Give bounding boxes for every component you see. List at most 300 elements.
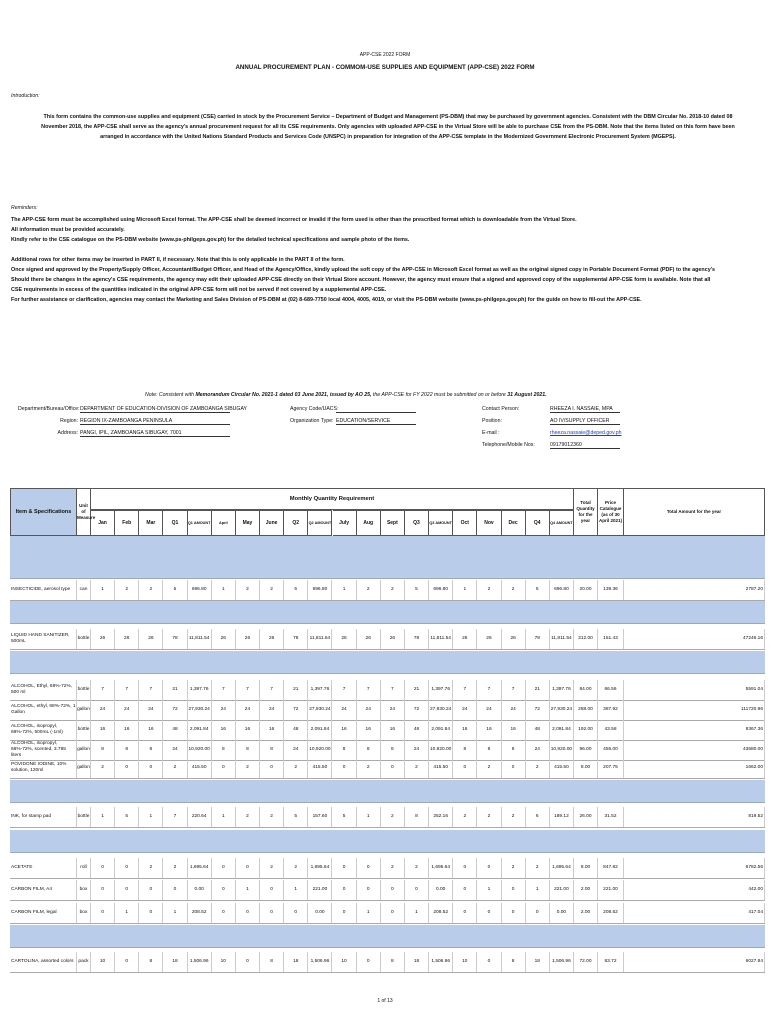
- quantity-cell[interactable]: 0: [163, 880, 187, 900]
- quantity-cell[interactable]: 7: [502, 680, 526, 700]
- contact-value[interactable]: RHEEZA I. NASSAIE, MPA: [550, 406, 620, 413]
- quantity-cell[interactable]: 6: [526, 807, 550, 827]
- quantity-cell[interactable]: 0: [260, 903, 284, 923]
- quantity-cell[interactable]: 18: [163, 952, 187, 972]
- quantity-cell[interactable]: 78: [405, 629, 429, 649]
- org-type-label: Organization Type:: [290, 418, 334, 424]
- quantity-cell[interactable]: 27,930.24: [188, 700, 212, 720]
- price-cell: 43.58: [598, 720, 624, 740]
- page-title: ANNUAL PROCUREMENT PLAN - COMMOM-USE SUPPLIES AND EQUIPMENT (APP-CSE) 2022 FORM: [235, 64, 535, 71]
- total-quantity-cell: 8.00: [574, 758, 598, 778]
- quantity-cell[interactable]: 696.80: [308, 580, 332, 600]
- total-quantity-cell: 26.00: [574, 807, 598, 827]
- quantity-cell[interactable]: 1: [453, 580, 477, 600]
- quantity-cell[interactable]: 2: [477, 807, 501, 827]
- quantity-cell[interactable]: 8: [260, 740, 284, 760]
- month-header: [357, 510, 381, 536]
- quantity-cell[interactable]: 2: [236, 580, 260, 600]
- quantity-cell[interactable]: 0: [357, 858, 381, 878]
- table-row: [10, 952, 765, 973]
- quantity-cell[interactable]: 24: [333, 700, 357, 720]
- quantity-cell[interactable]: 18: [405, 952, 429, 972]
- quantity-cell[interactable]: 26: [333, 629, 357, 649]
- quantity-cell[interactable]: 8: [91, 740, 115, 760]
- header-price-label: Price Catalogue (as of 30 April 2021): [598, 500, 622, 523]
- quantity-cell[interactable]: 8: [357, 740, 381, 760]
- quantity-cell[interactable]: 11,811.54: [429, 629, 453, 649]
- quantity-cell[interactable]: 21: [163, 680, 187, 700]
- quantity-cell[interactable]: 0: [477, 952, 501, 972]
- quantity-cell[interactable]: 10,920.00: [429, 740, 453, 760]
- quantity-cell[interactable]: 26: [260, 629, 284, 649]
- quantity-cell[interactable]: 48: [284, 720, 308, 740]
- quantity-cell[interactable]: 2: [357, 758, 381, 778]
- quantity-cell[interactable]: 1: [163, 903, 187, 923]
- quantity-cell[interactable]: 0: [333, 758, 357, 778]
- quantity-cell[interactable]: 0: [357, 880, 381, 900]
- quantity-cell[interactable]: 415.50: [550, 758, 574, 778]
- quantity-cell[interactable]: 8: [115, 740, 139, 760]
- quantity-cell[interactable]: 16: [260, 720, 284, 740]
- quantity-cell[interactable]: 16: [212, 720, 236, 740]
- price-cell: 208.52: [598, 903, 624, 923]
- quantity-cell[interactable]: 2: [236, 807, 260, 827]
- quantity-cell[interactable]: 2: [139, 580, 163, 600]
- quantity-cell[interactable]: 0: [405, 880, 429, 900]
- quantity-cell[interactable]: 0: [502, 758, 526, 778]
- header-total-amount: [624, 488, 765, 536]
- quantity-cell[interactable]: 0: [333, 858, 357, 878]
- quantity-cell[interactable]: 0: [91, 858, 115, 878]
- quantity-cell[interactable]: 8: [333, 740, 357, 760]
- quantity-cell[interactable]: 26: [139, 629, 163, 649]
- quantity-cell[interactable]: 10: [333, 952, 357, 972]
- quantity-cell[interactable]: 1,397.76: [188, 680, 212, 700]
- quantity-cell[interactable]: 0: [526, 903, 550, 923]
- quantity-cell[interactable]: 1: [477, 880, 501, 900]
- quantity-cell[interactable]: 24: [91, 700, 115, 720]
- quantity-cell[interactable]: 0: [91, 880, 115, 900]
- intro-line: arranged in accordance with the United Nations Standard Products and Services Code (UNSPC) in preparation for integration of the APP-CSE template in the Modernized Government Electronic Procurement System (MGEPS).: [100, 134, 676, 140]
- quantity-cell[interactable]: 8: [260, 952, 284, 972]
- quantity-cell[interactable]: 24: [357, 700, 381, 720]
- quantity-cell[interactable]: 2,091.84: [429, 720, 453, 740]
- section-band: [10, 536, 765, 579]
- quantity-cell[interactable]: 26: [91, 629, 115, 649]
- quantity-cell[interactable]: 1: [405, 903, 429, 923]
- quantity-cell[interactable]: 8: [405, 807, 429, 827]
- quantity-cell[interactable]: 0: [139, 880, 163, 900]
- quantity-cell[interactable]: 2,091.84: [308, 720, 332, 740]
- quantity-cell[interactable]: 16: [477, 720, 501, 740]
- table-row: [10, 880, 765, 901]
- quantity-cell[interactable]: 24: [477, 700, 501, 720]
- quantity-cell[interactable]: 0: [236, 952, 260, 972]
- quantity-cell[interactable]: 0: [502, 903, 526, 923]
- table-row: [10, 680, 765, 701]
- quantity-cell[interactable]: 7: [357, 680, 381, 700]
- quantity-cell[interactable]: 1: [139, 807, 163, 827]
- dept-label: Department/Bureau/Office:: [18, 406, 80, 412]
- quantity-cell[interactable]: 10: [453, 952, 477, 972]
- header-total-qty: [574, 488, 598, 536]
- quantity-cell[interactable]: 18: [284, 952, 308, 972]
- phone-value[interactable]: 09179012360: [550, 442, 620, 449]
- quantity-cell[interactable]: 0: [212, 903, 236, 923]
- table-row: [10, 903, 765, 924]
- quantity-cell[interactable]: 0: [115, 858, 139, 878]
- quantity-cell[interactable]: 252.16: [429, 807, 453, 827]
- quantity-cell[interactable]: 208.52: [188, 903, 212, 923]
- unit-cell: pack: [77, 952, 91, 972]
- quantity-cell[interactable]: 1,695.64: [429, 858, 453, 878]
- quantity-cell[interactable]: 26: [477, 629, 501, 649]
- quantity-cell[interactable]: 48: [526, 720, 550, 740]
- quantity-cell[interactable]: 2: [163, 758, 187, 778]
- quantity-cell[interactable]: 5: [526, 580, 550, 600]
- quantity-cell[interactable]: 24: [212, 700, 236, 720]
- quantity-cell[interactable]: 7: [236, 680, 260, 700]
- quantity-cell[interactable]: 0.00: [188, 880, 212, 900]
- quantity-cell[interactable]: 415.50: [429, 758, 453, 778]
- quantity-cell[interactable]: 7: [115, 680, 139, 700]
- quantity-cell[interactable]: 2: [139, 858, 163, 878]
- quantity-cell[interactable]: 16: [236, 720, 260, 740]
- quantity-cell[interactable]: 0: [212, 758, 236, 778]
- quantity-cell[interactable]: 2: [284, 758, 308, 778]
- item-description: CARBON FILM, A4: [10, 880, 77, 900]
- quantity-cell[interactable]: 26: [236, 629, 260, 649]
- quantity-cell[interactable]: 2: [502, 580, 526, 600]
- quantity-cell[interactable]: 26: [502, 629, 526, 649]
- quantity-cell[interactable]: 7: [139, 680, 163, 700]
- quantity-cell[interactable]: 1: [357, 807, 381, 827]
- quantity-cell[interactable]: 26: [115, 629, 139, 649]
- quantity-cell[interactable]: 2,091.84: [550, 720, 574, 740]
- quantity-cell[interactable]: 24: [284, 740, 308, 760]
- quantity-cell[interactable]: 1: [526, 880, 550, 900]
- quantity-cell[interactable]: 16: [91, 720, 115, 740]
- note-prefix: Note: Consistent with: [145, 392, 195, 398]
- org-type-value[interactable]: EDUCATION/SERVICE: [336, 418, 416, 425]
- quantity-cell[interactable]: 1: [284, 880, 308, 900]
- item-description: INK, for stamp pad: [10, 807, 77, 827]
- quantity-cell[interactable]: 0: [260, 758, 284, 778]
- total-amount-cell: 47246.16: [624, 629, 765, 649]
- month-header: [91, 510, 115, 536]
- quantity-cell[interactable]: 72: [163, 700, 187, 720]
- table-row: [10, 580, 765, 601]
- quantity-cell[interactable]: 72: [405, 700, 429, 720]
- quantity-cell[interactable]: 0: [453, 880, 477, 900]
- quantity-cell[interactable]: 1: [333, 580, 357, 600]
- quantity-cell[interactable]: 0: [453, 858, 477, 878]
- quantity-cell[interactable]: 0: [115, 952, 139, 972]
- quantity-cell[interactable]: 7: [91, 680, 115, 700]
- quantity-cell[interactable]: 16: [453, 720, 477, 740]
- quantity-cell[interactable]: 1,506.96: [188, 952, 212, 972]
- month-header-label: Q2 AMOUNT: [308, 521, 332, 525]
- quantity-cell[interactable]: 0: [333, 903, 357, 923]
- quantity-cell[interactable]: 0: [357, 952, 381, 972]
- quantity-cell[interactable]: 24: [260, 700, 284, 720]
- item-description: CARTOLINA, assorted colors: [10, 952, 77, 972]
- quantity-cell[interactable]: 2: [381, 580, 405, 600]
- quantity-cell[interactable]: 2: [357, 580, 381, 600]
- quantity-cell[interactable]: 696.80: [429, 580, 453, 600]
- quantity-cell[interactable]: 7: [381, 680, 405, 700]
- quantity-cell[interactable]: 1: [357, 903, 381, 923]
- quantity-cell[interactable]: 1: [212, 580, 236, 600]
- quantity-cell[interactable]: 0: [115, 758, 139, 778]
- quantity-cell[interactable]: 8: [502, 740, 526, 760]
- intro-paragraph: [18, 112, 758, 142]
- quantity-cell[interactable]: 26: [357, 629, 381, 649]
- agency-code-label: Agency Code/UACS:: [290, 406, 339, 412]
- quantity-cell[interactable]: 1,397.76: [429, 680, 453, 700]
- quantity-cell[interactable]: 24: [381, 700, 405, 720]
- price-cell: 139.36: [598, 580, 624, 600]
- quantity-cell[interactable]: 24: [453, 700, 477, 720]
- quantity-cell[interactable]: 5: [405, 580, 429, 600]
- month-header: [212, 510, 236, 536]
- address-value[interactable]: PANGI, IPIL, ZAMBOANGA SIBUGAY, 7001: [80, 430, 230, 437]
- quantity-cell[interactable]: 5: [333, 807, 357, 827]
- quantity-cell[interactable]: 1: [115, 903, 139, 923]
- quantity-cell[interactable]: 8: [212, 740, 236, 760]
- quantity-cell[interactable]: 7: [453, 680, 477, 700]
- quantity-cell[interactable]: 27,930.24: [308, 700, 332, 720]
- quantity-cell[interactable]: 24: [139, 700, 163, 720]
- quantity-cell[interactable]: 5: [163, 580, 187, 600]
- quantity-cell[interactable]: 1: [212, 807, 236, 827]
- quantity-cell[interactable]: 2: [236, 758, 260, 778]
- quantity-cell[interactable]: 8: [236, 740, 260, 760]
- quantity-cell[interactable]: 1: [91, 580, 115, 600]
- quantity-cell[interactable]: 24: [236, 700, 260, 720]
- quantity-cell[interactable]: 21: [284, 680, 308, 700]
- quantity-cell[interactable]: 2: [453, 807, 477, 827]
- quantity-cell[interactable]: 72: [526, 700, 550, 720]
- quantity-cell[interactable]: 48: [405, 720, 429, 740]
- quantity-cell[interactable]: 2: [115, 580, 139, 600]
- quantity-cell[interactable]: 24: [163, 740, 187, 760]
- quantity-cell[interactable]: 220.64: [188, 807, 212, 827]
- month-header-label: April: [218, 521, 228, 525]
- email-link[interactable]: rheeza.nassaie@deped.gov.ph: [550, 430, 622, 436]
- quantity-cell[interactable]: 157.60: [308, 807, 332, 827]
- quantity-cell[interactable]: 0: [236, 903, 260, 923]
- quantity-cell[interactable]: 0: [260, 880, 284, 900]
- header-monthly-label: Monthly Quantity Requirement: [289, 496, 375, 502]
- quantity-cell[interactable]: 0: [477, 858, 501, 878]
- quantity-cell[interactable]: 48: [163, 720, 187, 740]
- quantity-cell[interactable]: 0: [453, 758, 477, 778]
- quantity-cell[interactable]: 696.80: [188, 580, 212, 600]
- quantity-cell[interactable]: 10: [91, 952, 115, 972]
- quantity-cell[interactable]: 26: [381, 629, 405, 649]
- quantity-cell[interactable]: 10,920.00: [308, 740, 332, 760]
- quantity-cell[interactable]: 0: [381, 903, 405, 923]
- quantity-cell[interactable]: 2: [381, 807, 405, 827]
- quantity-cell[interactable]: 18: [526, 952, 550, 972]
- quantity-cell[interactable]: 8: [381, 740, 405, 760]
- quantity-cell[interactable]: 11,811.54: [188, 629, 212, 649]
- quantity-cell[interactable]: 24: [115, 700, 139, 720]
- quantity-cell[interactable]: 8: [453, 740, 477, 760]
- agency-code-value[interactable]: [336, 406, 416, 413]
- quantity-cell[interactable]: 1,506.96: [429, 952, 453, 972]
- quantity-cell[interactable]: 2: [526, 758, 550, 778]
- item-description: ALCOHOL, isopropyl, 68%-72%, 500mL (-1ml): [10, 720, 77, 740]
- quantity-cell[interactable]: 21: [405, 680, 429, 700]
- quantity-cell[interactable]: 5: [115, 807, 139, 827]
- quantity-cell[interactable]: 11,811.54: [308, 629, 332, 649]
- quantity-cell[interactable]: 0.00: [429, 880, 453, 900]
- quantity-cell[interactable]: 1,506.96: [550, 952, 574, 972]
- quantity-cell[interactable]: 16: [502, 720, 526, 740]
- quantity-cell[interactable]: 11,811.54: [550, 629, 574, 649]
- quantity-cell[interactable]: 0: [139, 758, 163, 778]
- quantity-cell[interactable]: 7: [333, 680, 357, 700]
- quantity-cell[interactable]: 8: [139, 952, 163, 972]
- quantity-cell[interactable]: 2: [477, 580, 501, 600]
- price-cell: 207.75: [598, 758, 624, 778]
- region-label: Region:: [60, 418, 78, 424]
- quantity-cell[interactable]: 0: [212, 858, 236, 878]
- quantity-cell[interactable]: 0: [115, 880, 139, 900]
- quantity-cell[interactable]: 26: [212, 629, 236, 649]
- quantity-cell[interactable]: 0: [381, 758, 405, 778]
- quantity-cell[interactable]: 7: [260, 680, 284, 700]
- quantity-cell[interactable]: 1: [236, 880, 260, 900]
- quantity-cell[interactable]: 0: [91, 903, 115, 923]
- page-number: 1 of 13: [377, 998, 393, 1004]
- quantity-cell[interactable]: 1: [91, 807, 115, 827]
- item-description: POVIDONE IODINE, 10% solution, 120ml: [10, 758, 77, 778]
- quantity-cell[interactable]: 27,930.24: [550, 700, 574, 720]
- quantity-cell[interactable]: 5: [284, 807, 308, 827]
- month-header-label: Dec: [508, 520, 518, 526]
- month-header: [550, 510, 574, 536]
- total-quantity-cell: 2.00: [574, 903, 598, 923]
- quantity-cell[interactable]: 2: [405, 758, 429, 778]
- total-amount-cell: 2787.20: [624, 580, 765, 600]
- quantity-cell[interactable]: 208.52: [429, 903, 453, 923]
- total-quantity-cell: 8.00: [574, 858, 598, 878]
- quantity-cell[interactable]: 189.12: [550, 807, 574, 827]
- quantity-cell[interactable]: 221.00: [308, 880, 332, 900]
- note-middle: the APP-CSE for FY 2022 must be submitted on or before: [372, 392, 506, 398]
- quantity-cell[interactable]: 415.50: [188, 758, 212, 778]
- quantity-cell[interactable]: 7: [477, 680, 501, 700]
- quantity-cell[interactable]: 2: [405, 858, 429, 878]
- quantity-cell[interactable]: 0: [477, 903, 501, 923]
- quantity-cell[interactable]: 415.50: [308, 758, 332, 778]
- position-value[interactable]: AO IV/SUPPLY OFFICER: [550, 418, 620, 425]
- quantity-cell[interactable]: 0: [381, 880, 405, 900]
- quantity-cell[interactable]: 2: [502, 807, 526, 827]
- price-cell: 455.00: [598, 740, 624, 760]
- quantity-cell[interactable]: 2: [91, 758, 115, 778]
- quantity-cell[interactable]: 2: [381, 858, 405, 878]
- quantity-cell[interactable]: 16: [333, 720, 357, 740]
- quantity-cell[interactable]: 2: [260, 858, 284, 878]
- quantity-cell[interactable]: 10,920.00: [550, 740, 574, 760]
- quantity-cell[interactable]: 78: [163, 629, 187, 649]
- quantity-cell[interactable]: 1,397.76: [308, 680, 332, 700]
- quantity-cell[interactable]: 16: [139, 720, 163, 740]
- quantity-cell[interactable]: 221.00: [550, 880, 574, 900]
- quantity-cell[interactable]: 7: [163, 807, 187, 827]
- email-label: E-mail :: [482, 430, 500, 436]
- quantity-cell[interactable]: 16: [115, 720, 139, 740]
- price-cell: 221.00: [598, 880, 624, 900]
- quantity-cell[interactable]: 72: [284, 700, 308, 720]
- quantity-cell[interactable]: 2: [477, 758, 501, 778]
- quantity-cell[interactable]: 24: [502, 700, 526, 720]
- quantity-cell[interactable]: 8: [502, 952, 526, 972]
- quantity-cell[interactable]: 0: [333, 880, 357, 900]
- quantity-cell[interactable]: 0.00: [308, 903, 332, 923]
- month-header-label: Nov: [484, 520, 494, 526]
- quantity-cell[interactable]: 2: [260, 580, 284, 600]
- quantity-cell[interactable]: 2: [260, 807, 284, 827]
- region-value[interactable]: REGION IX-ZAMBOANGA PENINSULA: [80, 418, 230, 425]
- quantity-cell[interactable]: 0: [236, 858, 260, 878]
- quantity-cell[interactable]: 696.80: [550, 580, 574, 600]
- quantity-cell[interactable]: 0.00: [550, 903, 574, 923]
- quantity-cell[interactable]: 1,695.64: [308, 858, 332, 878]
- month-header: [477, 510, 501, 536]
- quantity-cell[interactable]: 24: [526, 740, 550, 760]
- quantity-cell[interactable]: 8: [139, 740, 163, 760]
- quantity-cell[interactable]: 0: [212, 880, 236, 900]
- quantity-cell[interactable]: 27,930.24: [429, 700, 453, 720]
- quantity-cell[interactable]: 2,091.84: [188, 720, 212, 740]
- quantity-cell[interactable]: 2: [284, 858, 308, 878]
- quantity-cell[interactable]: 21: [526, 680, 550, 700]
- quantity-cell[interactable]: 2: [163, 858, 187, 878]
- quantity-cell[interactable]: 1,397.76: [550, 680, 574, 700]
- quantity-cell[interactable]: 26: [453, 629, 477, 649]
- quantity-cell[interactable]: 0: [139, 903, 163, 923]
- quantity-cell[interactable]: 10,920.00: [188, 740, 212, 760]
- quantity-cell[interactable]: 78: [284, 629, 308, 649]
- unit-cell: gallon: [77, 740, 91, 760]
- quantity-cell[interactable]: 16: [357, 720, 381, 740]
- quantity-cell[interactable]: 2: [502, 858, 526, 878]
- quantity-cell[interactable]: 8: [477, 740, 501, 760]
- quantity-cell[interactable]: 24: [405, 740, 429, 760]
- quantity-cell[interactable]: 5: [284, 580, 308, 600]
- quantity-cell[interactable]: 0: [453, 903, 477, 923]
- quantity-cell[interactable]: 16: [381, 720, 405, 740]
- quantity-cell[interactable]: 0: [502, 880, 526, 900]
- quantity-cell[interactable]: 10: [212, 952, 236, 972]
- quantity-cell[interactable]: 1,506.96: [308, 952, 332, 972]
- quantity-cell[interactable]: 2: [526, 858, 550, 878]
- quantity-cell[interactable]: 1,695.64: [550, 858, 574, 878]
- month-header: [453, 510, 477, 536]
- quantity-cell[interactable]: 8: [381, 952, 405, 972]
- quantity-cell[interactable]: 7: [212, 680, 236, 700]
- quantity-cell[interactable]: 1,695.64: [188, 858, 212, 878]
- quantity-cell[interactable]: 0: [284, 903, 308, 923]
- dept-value[interactable]: DEPARTMENT OF EDUCATION-DIVISION OF ZAMBOANGA SIBUGAY: [80, 406, 247, 412]
- quantity-cell[interactable]: 78: [526, 629, 550, 649]
- item-description: LIQUID HAND SANITIZER, 500mL: [10, 629, 77, 649]
